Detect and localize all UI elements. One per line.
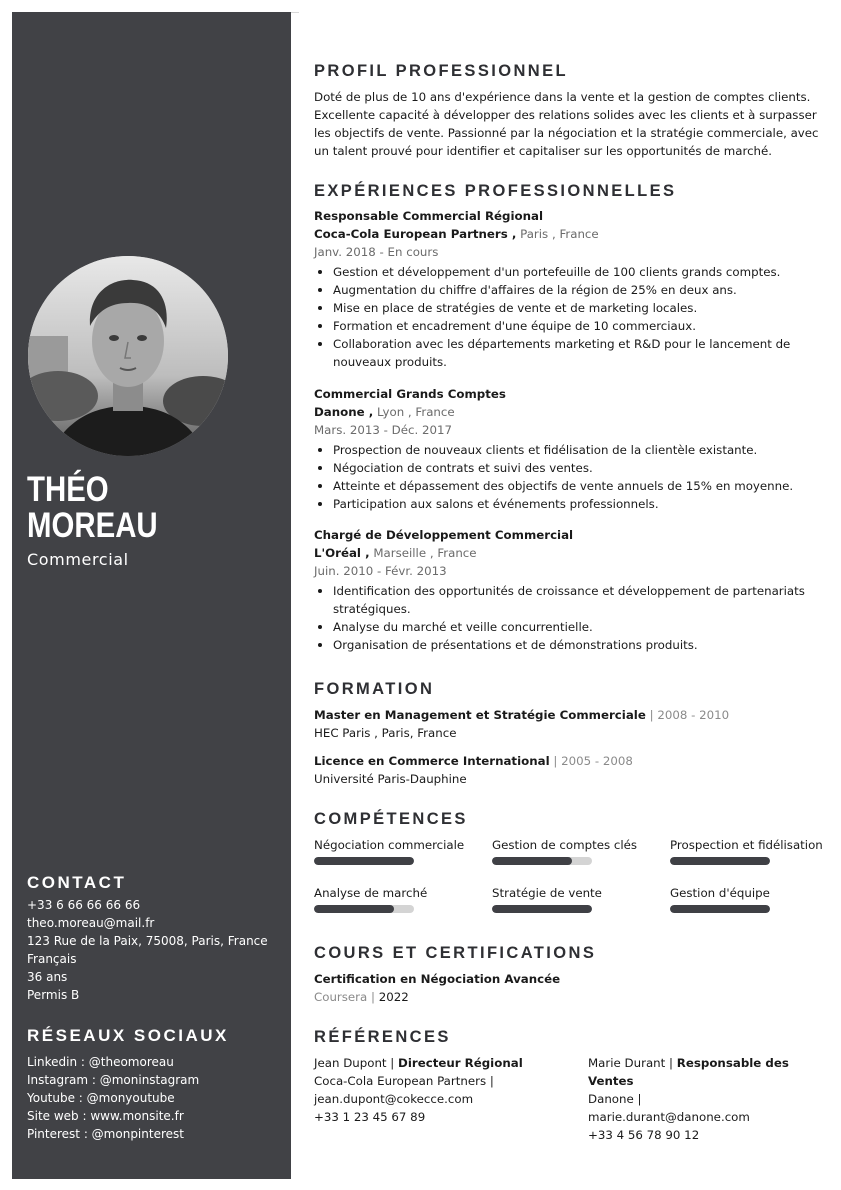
- reference-entry: [314, 1054, 544, 1126]
- courses-heading: COURS ET CERTIFICATIONS: [314, 944, 597, 962]
- job-title: Responsable Commercial Régional: [314, 209, 544, 223]
- job-entry: [314, 207, 824, 371]
- reference-phone[interactable]: +33 4 56 78 90 12: [588, 1128, 700, 1142]
- job-bullets: [314, 441, 824, 513]
- job-bullets: [314, 582, 824, 654]
- job-title: Commercial Grands Comptes: [314, 387, 506, 401]
- skill-item: [670, 885, 830, 913]
- skill-bar-fill: [670, 905, 770, 913]
- skill-label: Analyse de marché: [314, 886, 428, 900]
- person-name: [27, 472, 158, 544]
- job-entry: [314, 526, 824, 654]
- skill-item: [492, 837, 652, 865]
- contact-email[interactable]: theo.moreau@mail.fr: [27, 916, 155, 930]
- social-list: [27, 1053, 199, 1143]
- contact-age: 36 ans: [27, 970, 68, 984]
- contact-license: Permis B: [27, 988, 80, 1002]
- education-years: 2005 - 2008: [561, 754, 633, 768]
- skill-item: [314, 837, 474, 865]
- skill-bar: [492, 857, 592, 865]
- reference-company: Danone |: [588, 1092, 642, 1106]
- skill-bar: [314, 857, 414, 865]
- contact-address: 123 Rue de la Paix, 75008, Paris, France: [27, 934, 268, 948]
- list-item: Identification des opportunités de croissance et développement de partenariats stratégiques.: [314, 582, 824, 618]
- profile-heading: PROFIL PROFESSIONNEL: [314, 62, 568, 80]
- list-item: Analyse du marché et veille concurrentielle.: [314, 618, 824, 636]
- education-entry: [314, 752, 824, 788]
- job-bullets: [314, 263, 824, 371]
- social-youtube[interactable]: Youtube : @monyoutube: [27, 1091, 175, 1105]
- education-school: HEC Paris , Paris, France: [314, 726, 457, 740]
- job-company-line: [314, 403, 824, 421]
- first-name: THÉO: [27, 470, 109, 509]
- list-item: Prospection de nouveaux clients et fidélisation de la clientèle existante.: [314, 441, 824, 459]
- reference-role: Responsable des Ventes: [588, 1056, 789, 1088]
- skill-bar-fill: [314, 905, 394, 913]
- separator: |: [665, 1056, 677, 1070]
- references-heading: RÉFÉRENCES: [314, 1028, 451, 1046]
- contact-heading: CONTACT: [27, 873, 127, 892]
- skill-item: [314, 885, 474, 913]
- last-name: MOREAU: [27, 506, 158, 545]
- course-provider: Coursera: [314, 990, 368, 1004]
- job-location: Paris , France: [516, 227, 599, 241]
- profile-photo: [28, 256, 228, 456]
- education-entry: [314, 706, 824, 742]
- social-pinterest[interactable]: Pinterest : @monpinterest: [27, 1127, 184, 1141]
- reference-email[interactable]: jean.dupont@cokecce.com: [314, 1092, 474, 1106]
- course-year: 2022: [378, 990, 409, 1004]
- skill-bar-fill: [492, 905, 592, 913]
- profile-text: Doté de plus de 10 ans d'expérience dans la vente et la gestion de comptes clients. Excellente capacité à développer des relations solides avec les clients et à surpasser les objectifs de vente. Passionné par la négociation et la stratégie commerciale, avec un talent prouvé pour identifier et capitaliser sur les opportunités de marché.: [314, 90, 819, 158]
- skill-item: [670, 837, 830, 865]
- list-item: Augmentation du chiffre d'affaires de la région de 25% en deux ans.: [314, 281, 824, 299]
- course-entry: [314, 970, 824, 1006]
- education-degree: Master en Management et Stratégie Commerciale: [314, 708, 646, 722]
- job-location: Lyon , France: [373, 405, 455, 419]
- list-item: Négociation de contrats et suivi des ventes.: [314, 459, 824, 477]
- skill-bar: [670, 857, 770, 865]
- list-item: Formation et encadrement d'une équipe de 10 commerciaux.: [314, 317, 824, 335]
- skills-heading: COMPÉTENCES: [314, 810, 468, 828]
- reference-company: Coca-Cola European Partners |: [314, 1074, 494, 1088]
- job-dates: Janv. 2018 - En cours: [314, 245, 439, 259]
- experience-heading: EXPÉRIENCES PROFESSIONNELLES: [314, 182, 677, 200]
- list-item: Gestion et développement d'un portefeuille de 100 clients grands comptes.: [314, 263, 824, 281]
- skill-item: [492, 885, 652, 913]
- separator: |: [645, 708, 658, 722]
- list-item: Participation aux salons et événements professionnels.: [314, 495, 824, 513]
- contact-phone[interactable]: +33 6 66 66 66 66: [27, 898, 141, 912]
- social-heading: RÉSEAUX SOCIAUX: [27, 1026, 229, 1045]
- skill-bar-fill: [314, 857, 414, 865]
- course-title: Certification en Négociation Avancée: [314, 972, 561, 986]
- job-dates: Mars. 2013 - Déc. 2017: [314, 423, 453, 437]
- skill-label: Gestion de comptes clés: [492, 838, 638, 852]
- skill-bar: [314, 905, 414, 913]
- reference-phone[interactable]: +33 1 23 45 67 89: [314, 1110, 426, 1124]
- job-title: Chargé de Développement Commercial: [314, 528, 574, 542]
- job-company: Coca-Cola European Partners ,: [314, 227, 517, 241]
- social-instagram[interactable]: Instagram : @moninstagram: [27, 1073, 200, 1087]
- skill-bar: [492, 905, 592, 913]
- education-degree: Licence en Commerce International: [314, 754, 550, 768]
- social-website[interactable]: Site web : www.monsite.fr: [27, 1109, 184, 1123]
- job-company-line: [314, 225, 824, 243]
- social-linkedin[interactable]: Linkedin : @theomoreau: [27, 1055, 174, 1069]
- sidebar-edge-line: [291, 12, 299, 13]
- job-dates: Juin. 2010 - Févr. 2013: [314, 564, 447, 578]
- job-company-line: [314, 544, 824, 562]
- list-item: Atteinte et dépassement des objectifs de vente annuels de 15% en moyenne.: [314, 477, 824, 495]
- reference-name: Jean Dupont: [314, 1056, 387, 1070]
- portrait-illustration: [28, 256, 228, 456]
- reference-email[interactable]: marie.durant@danone.com: [588, 1110, 750, 1124]
- list-item: Mise en place de stratégies de vente et de marketing locales.: [314, 299, 824, 317]
- list-item: Organisation de présentations et de démonstrations produits.: [314, 636, 824, 654]
- education-heading: FORMATION: [314, 680, 435, 698]
- contact-nationality: Français: [27, 952, 77, 966]
- contact-list: [27, 896, 268, 1004]
- skill-bar: [670, 905, 770, 913]
- job-location: Marseille , France: [369, 546, 477, 560]
- reference-name: Marie Durant: [588, 1056, 666, 1070]
- education-school: Université Paris-Dauphine: [314, 772, 467, 786]
- skill-bar-fill: [492, 857, 572, 865]
- skill-label: Gestion d'équipe: [670, 886, 770, 900]
- reference-entry: [588, 1054, 818, 1144]
- separator: |: [367, 990, 379, 1004]
- skill-bar-fill: [670, 857, 770, 865]
- reference-role: Directeur Régional: [398, 1056, 523, 1070]
- education-years: 2008 - 2010: [657, 708, 730, 722]
- separator: |: [549, 754, 562, 768]
- person-job-title: Commercial: [27, 550, 129, 569]
- job-company: L'Oréal ,: [314, 546, 370, 560]
- skill-label: Prospection et fidélisation: [670, 838, 823, 852]
- list-item: Collaboration avec les départements marketing et R&D pour le lancement de nouveaux produits.: [314, 335, 824, 371]
- job-entry: [314, 385, 824, 513]
- job-company: Danone ,: [314, 405, 374, 419]
- skill-label: Négociation commerciale: [314, 838, 465, 852]
- skill-label: Stratégie de vente: [492, 886, 602, 900]
- separator: |: [386, 1056, 399, 1070]
